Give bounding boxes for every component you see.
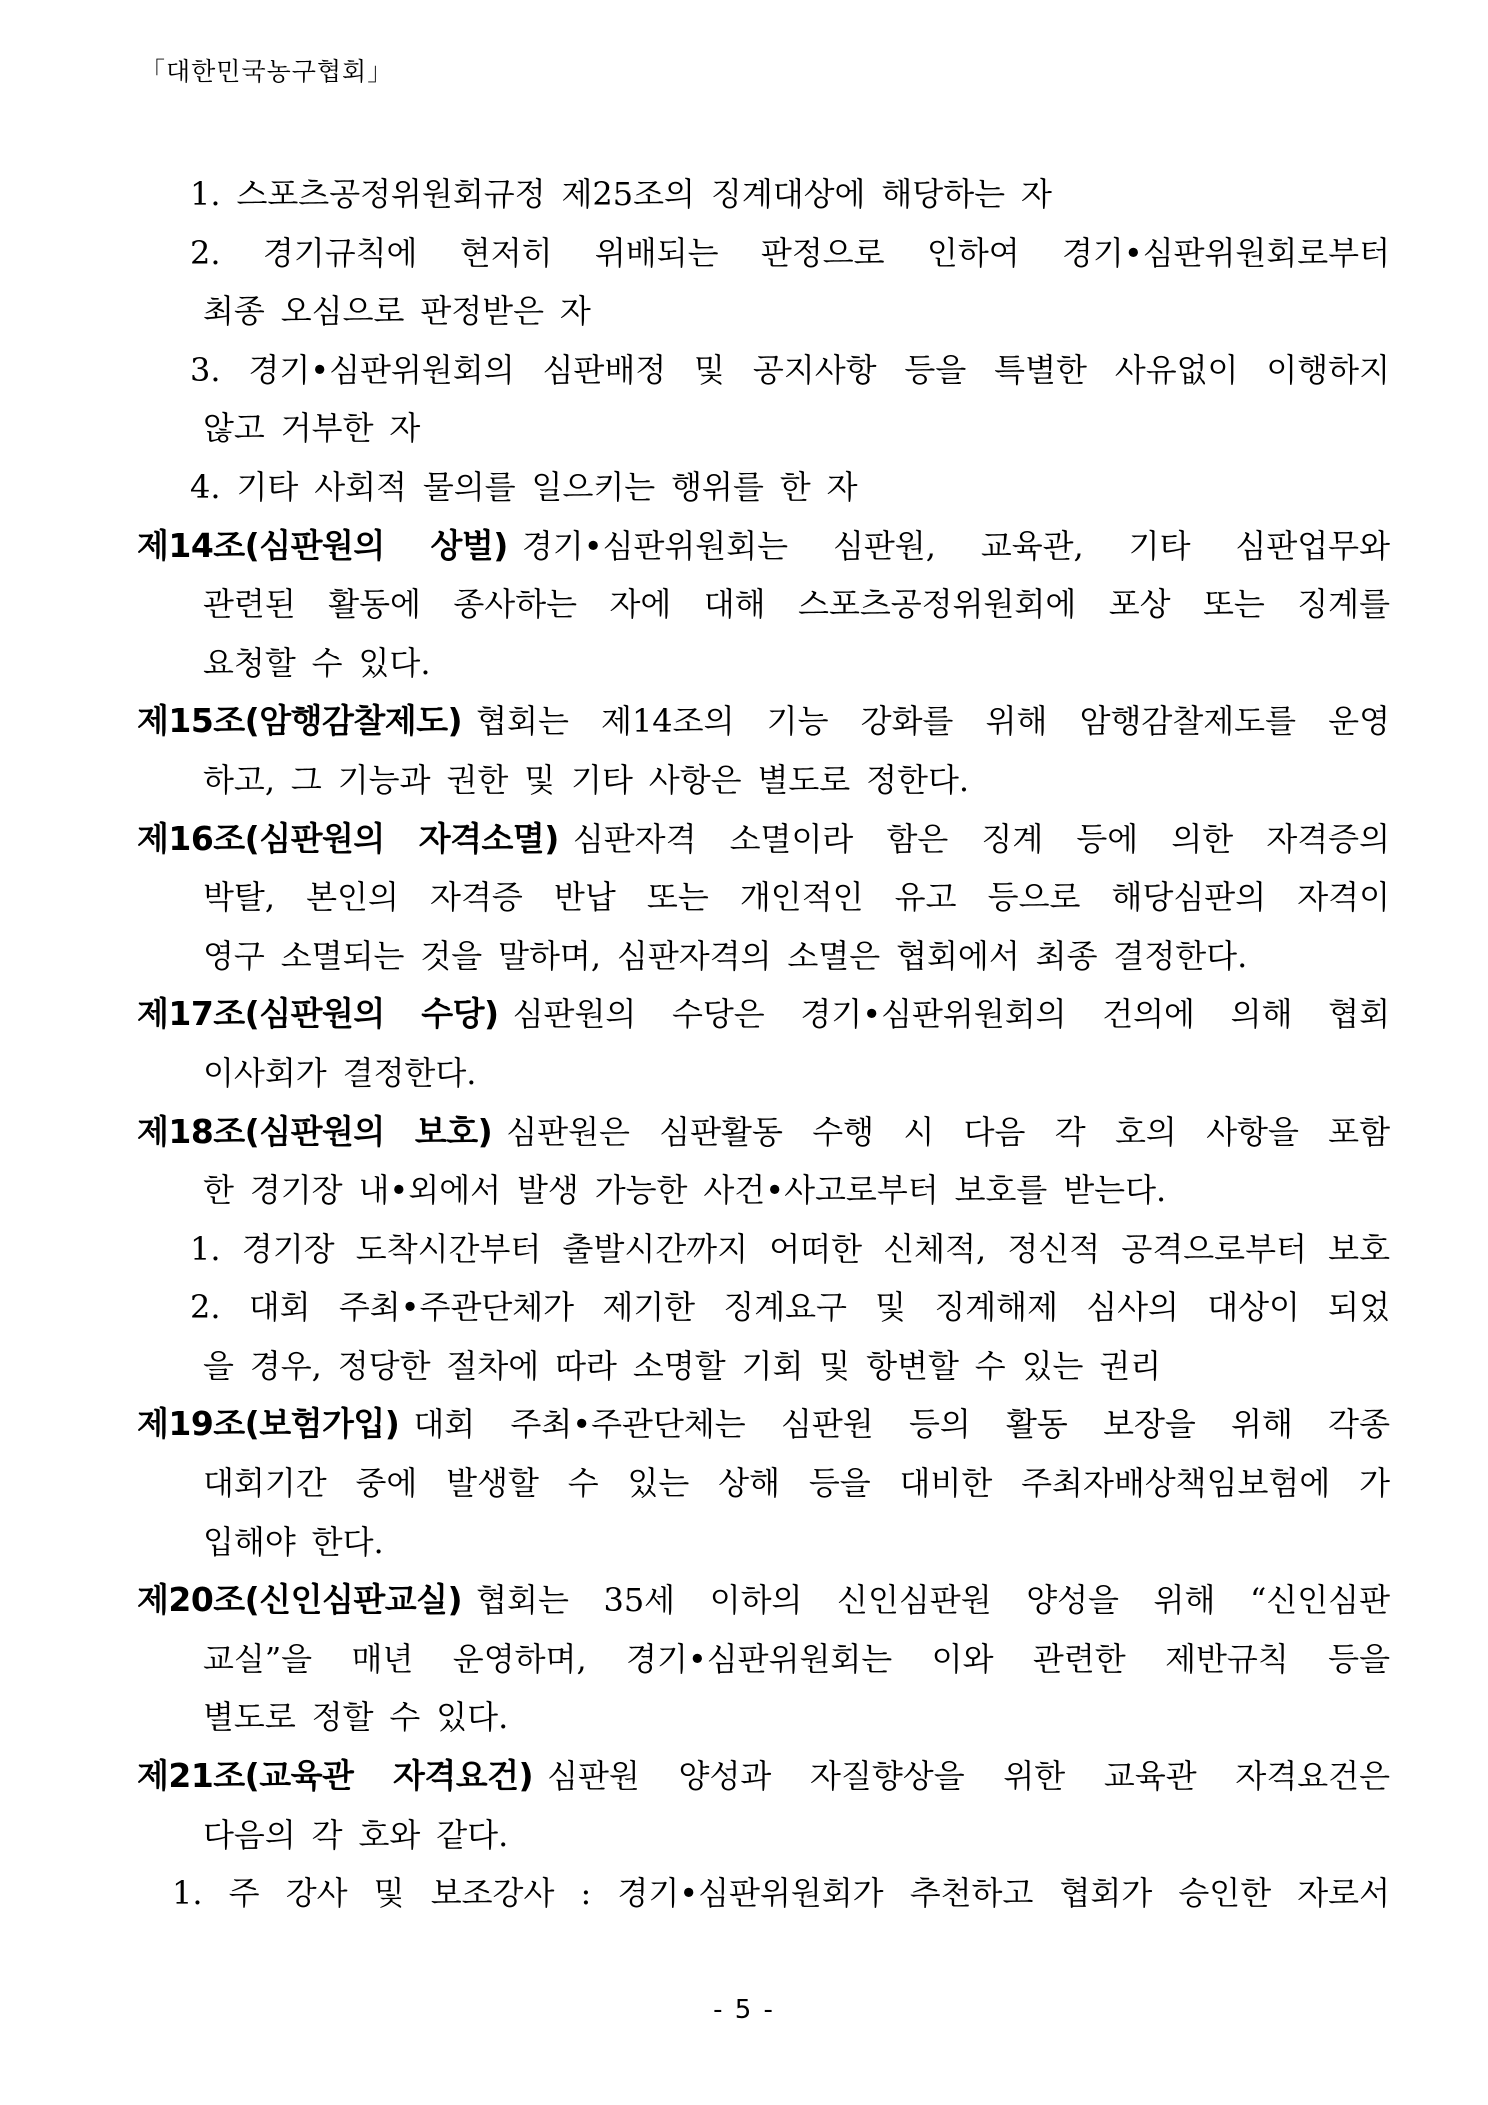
text-line	[203, 1513, 1390, 1572]
article-heading: 제21조(교육관 자격요건)	[137, 1756, 534, 1796]
line-text: 심판원 양성과 자질향상을 위한 교육관 자격요건은	[547, 1757, 1390, 1796]
text-line	[203, 927, 1390, 986]
line-text: 이사회가 결정한다.	[203, 1053, 477, 1092]
line-text: 1. 경기장 도착시간부터 출발시간까지 어떠한 신체적, 정신적 공격으로부터 보호	[190, 1229, 1390, 1268]
line-text: 경기•심판위원회는 심판원, 교육관, 기타 심판업무와	[521, 526, 1390, 565]
text-line	[203, 634, 1390, 693]
article-heading: 제19조(보험가입)	[137, 1404, 400, 1444]
text-line	[137, 1103, 1390, 1162]
line-text: 다음의 각 호와 같다.	[203, 1815, 509, 1854]
line-text: 협회는 제14조의 기능 강화를 위해 암행감찰제도를 운영	[476, 702, 1390, 741]
text-line	[190, 224, 1390, 283]
text-line	[137, 1395, 1390, 1454]
article-heading: 제17조(심판원의 수당)	[137, 994, 499, 1034]
line-text: 않고 거부한 자	[203, 409, 421, 448]
line-text: 입해야 한다.	[203, 1522, 384, 1561]
line-text: 영구 소멸되는 것을 말하며, 심판자격의 소멸은 협회에서 최종 결정한다.	[203, 936, 1248, 975]
line-text: 심판자격 소멸이라 함은 징계 등에 의한 자격증의	[572, 819, 1390, 858]
line-text: 3. 경기•심판위원회의 심판배정 및 공지사항 등을 특별한 사유없이 이행하지	[190, 350, 1390, 389]
line-text: 대회기간 중에 발생할 수 있는 상해 등을 대비한 주최자배상책임보험에 가	[203, 1464, 1390, 1503]
text-line	[190, 1278, 1390, 1337]
text-line	[203, 868, 1390, 927]
text-line	[203, 1806, 1390, 1865]
line-text: 을 경우, 정당한 절차에 따라 소명할 기회 및 항변할 수 있는 권리	[203, 1346, 1162, 1385]
text-line	[203, 751, 1390, 810]
text-line	[137, 810, 1390, 869]
text-line	[203, 1337, 1390, 1396]
line-text: 최종 오심으로 판정받은 자	[203, 292, 591, 331]
text-line	[190, 458, 1390, 517]
line-text: 교실”을 매년 운영하며, 경기•심판위원회는 이와 관련한 제반규칙 등을	[203, 1639, 1390, 1678]
article-heading: 제20조(신인심판교실)	[137, 1580, 463, 1620]
line-text: 요청할 수 있다.	[203, 643, 431, 682]
text-line	[203, 282, 1390, 341]
line-text: 협회는 35세 이하의 신인심판원 양성을 위해 “신인심판	[476, 1581, 1390, 1620]
line-text: 심판원은 심판활동 수행 시 다음 각 호의 사항을 포함	[506, 1112, 1390, 1151]
text-line	[137, 692, 1390, 751]
line-text: 하고, 그 기능과 권한 및 기타 사항은 별도로 정한다.	[203, 760, 970, 799]
line-text: 한 경기장 내•외에서 발생 가능한 사건•사고로부터 보호를 받는다.	[203, 1171, 1167, 1210]
text-line	[203, 1688, 1390, 1747]
line-text: 4. 기타 사회적 물의를 일으키는 행위를 한 자	[190, 467, 858, 506]
document-body	[137, 165, 1390, 1923]
article-heading: 제16조(심판원의 자격소멸)	[137, 818, 559, 858]
text-line	[203, 1161, 1390, 1220]
line-text: 심판원의 수당은 경기•심판위원회의 건의에 의해 협회	[512, 995, 1390, 1034]
org-header: 「대한민국농구협회」	[140, 57, 394, 86]
text-line	[190, 341, 1390, 400]
text-line	[203, 575, 1390, 634]
line-text: 박탈, 본인의 자격증 반납 또는 개인적인 유고 등으로 해당심판의 자격이	[203, 878, 1390, 917]
line-text: 2. 경기규칙에 현저히 위배되는 판정으로 인하여 경기•심판위원회로부터	[190, 233, 1390, 272]
line-text: 별도로 정할 수 있다.	[203, 1698, 509, 1737]
article-heading: 제15조(암행감찰제도)	[137, 701, 463, 741]
line-text: 2. 대회 주최•주관단체가 제기한 징계요구 및 징계해제 심사의 대상이 되었	[190, 1288, 1390, 1327]
article-heading: 제18조(심판원의 보호)	[137, 1111, 493, 1151]
page-number: - 5 -	[713, 1995, 775, 2025]
text-line	[190, 165, 1390, 224]
text-line	[190, 1220, 1390, 1279]
line-text: 대회 주최•주관단체는 심판원 등의 활동 보장을 위해 각종	[413, 1405, 1390, 1444]
text-line	[137, 1747, 1390, 1806]
text-line	[137, 517, 1390, 576]
line-text: 1. 스포츠공정위원회규정 제25조의 징계대상에 해당하는 자	[190, 175, 1052, 213]
article-heading: 제14조(심판원의 상벌)	[137, 525, 508, 565]
text-line	[203, 1044, 1390, 1103]
text-line	[172, 1864, 1390, 1923]
text-line	[137, 1571, 1390, 1630]
line-text: 관련된 활동에 종사하는 자에 대해 스포츠공정위원회에 포상 또는 징계를	[203, 585, 1390, 624]
text-line	[137, 985, 1390, 1044]
text-line	[203, 399, 1390, 458]
text-line	[203, 1630, 1390, 1689]
text-line	[203, 1454, 1390, 1513]
line-text: 1. 주 강사 및 보조강사 : 경기•심판위원회가 추천하고 협회가 승인한 자로서	[172, 1874, 1390, 1913]
